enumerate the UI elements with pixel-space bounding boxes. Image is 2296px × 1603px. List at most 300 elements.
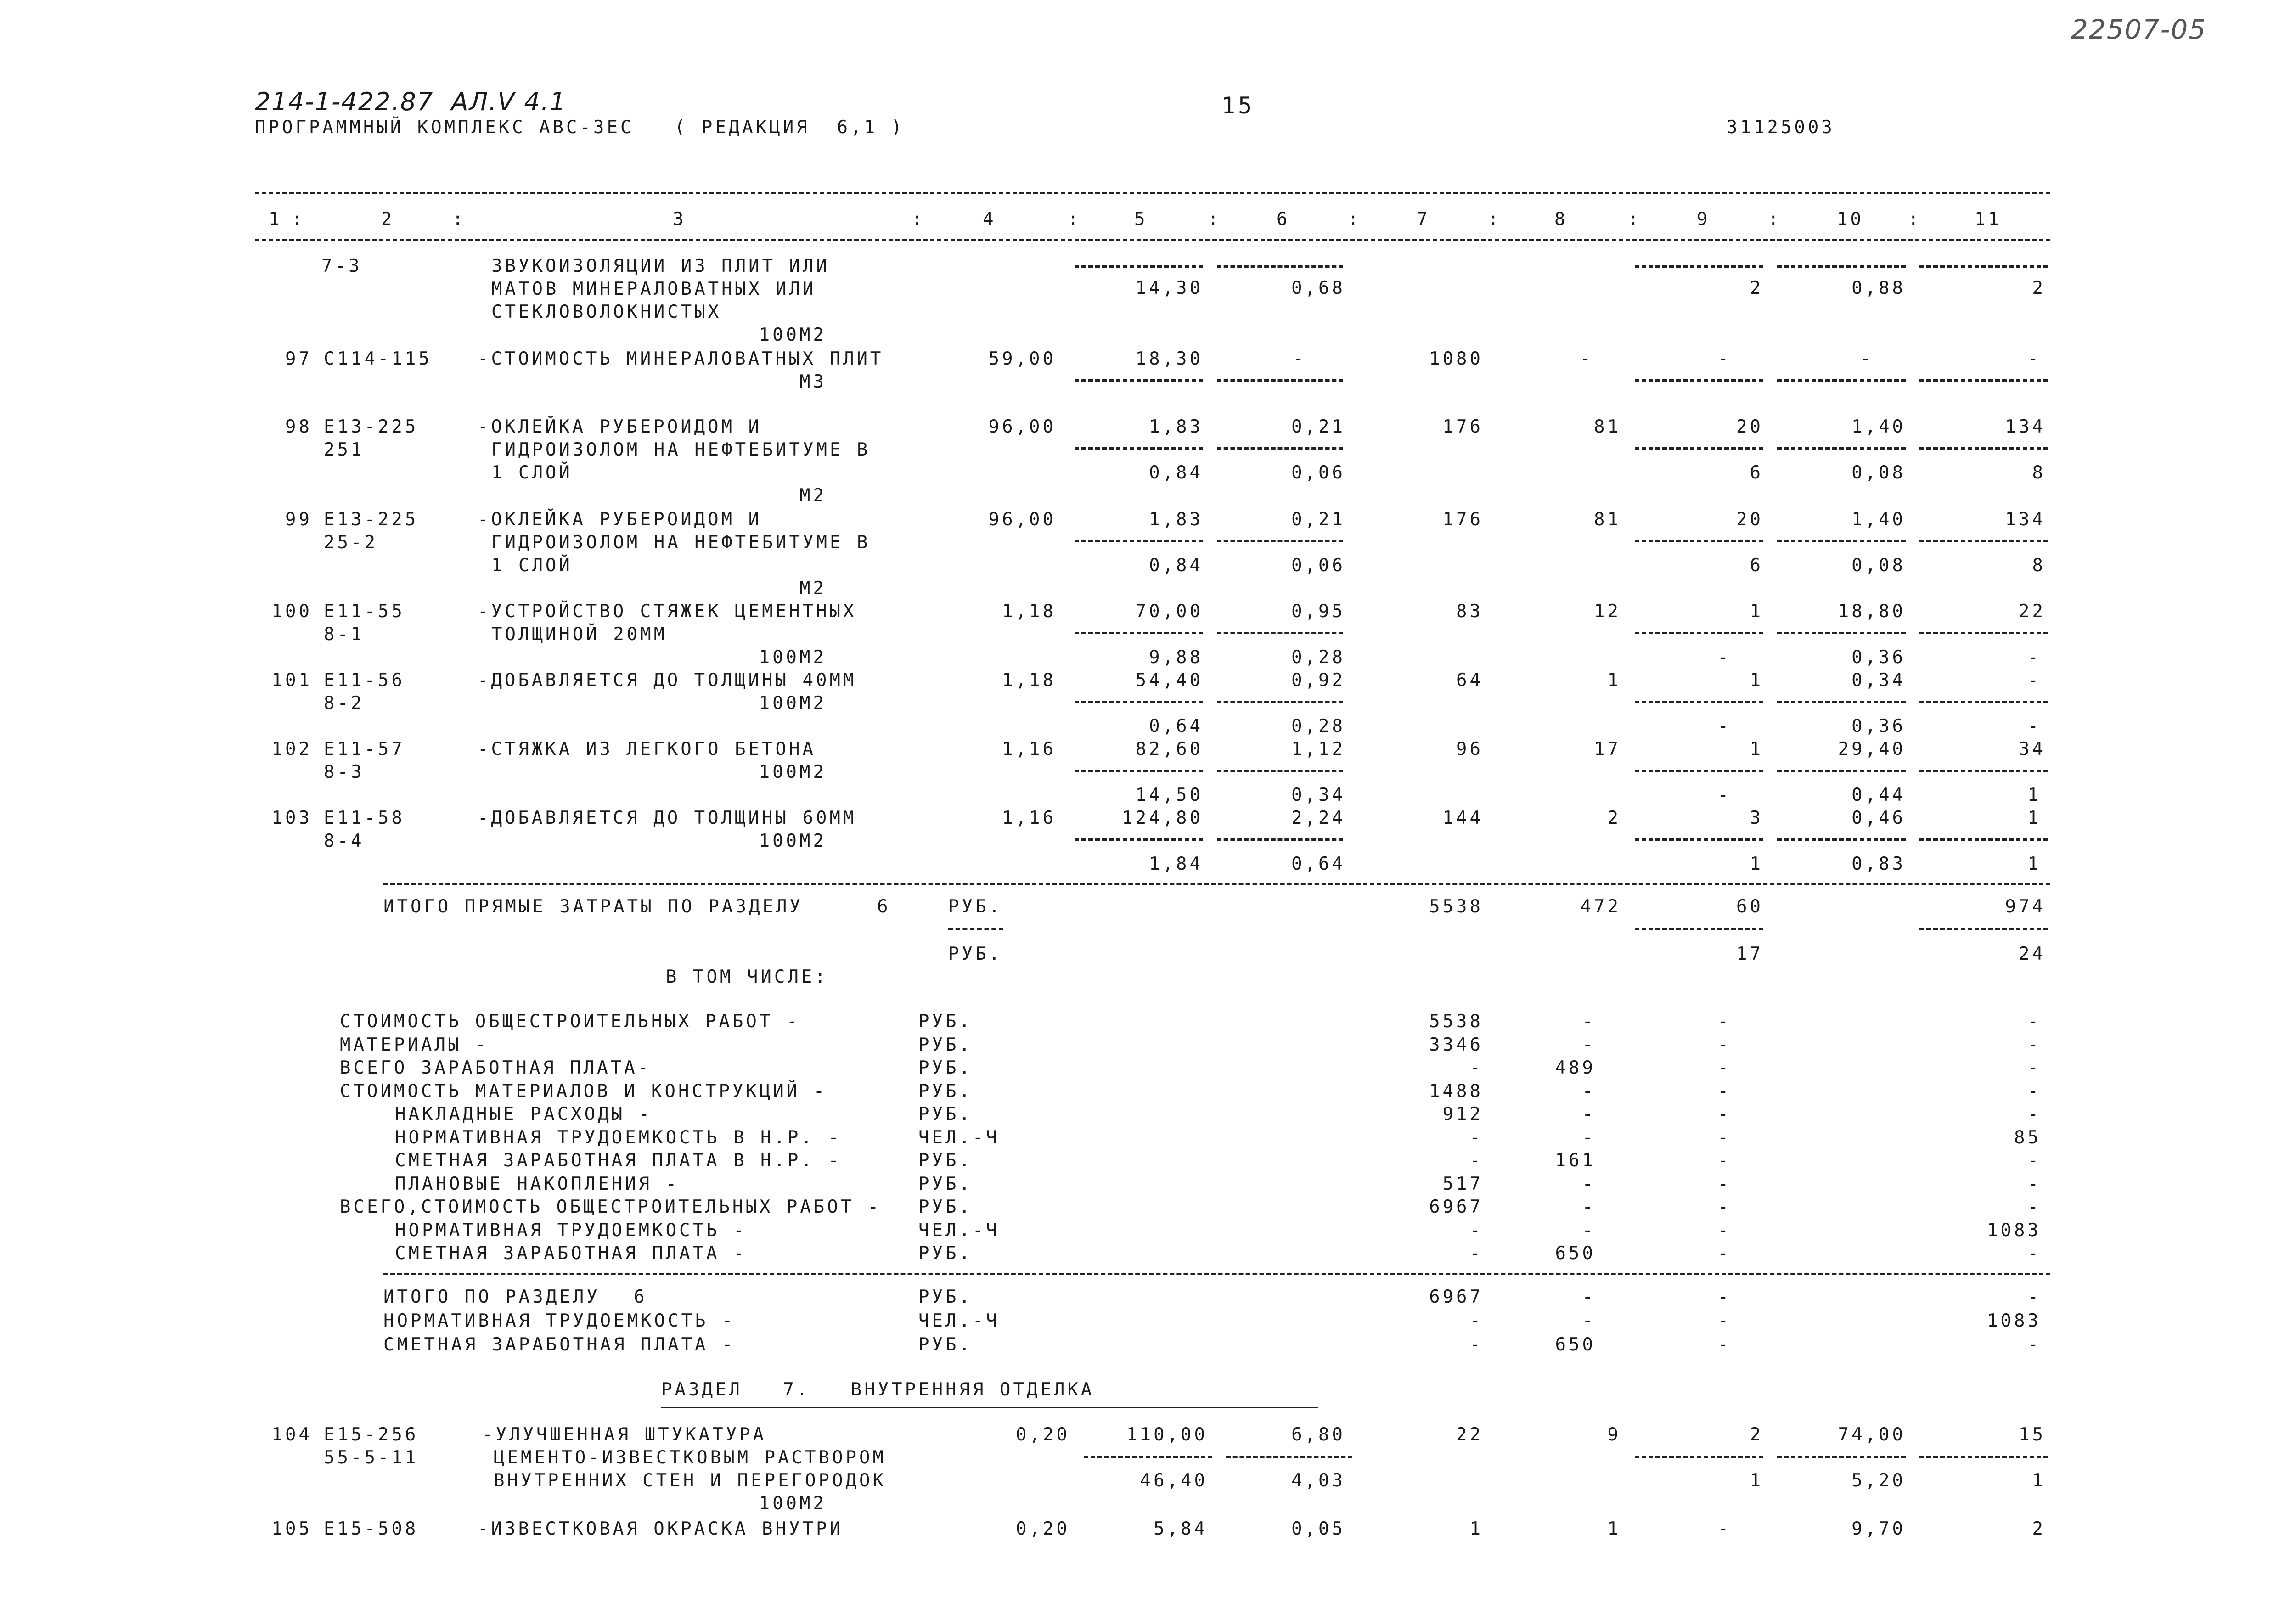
cell-9-sub: - <box>1717 785 1731 805</box>
cell-4: 59,00 <box>988 349 1056 369</box>
row-desc: ЦЕМЕНТО-ИЗВЕСТКОВЫМ РАСТВОРОМ <box>494 1447 886 1468</box>
cell-9-sub: 1 <box>1750 1470 1763 1491</box>
cell-9: - <box>1717 1011 1731 1032</box>
row-code-sub: 8-2 <box>324 693 365 714</box>
cell-9: - <box>1717 1174 1731 1194</box>
cell-11: 15 <box>2019 1424 2046 1445</box>
sub-rule <box>1635 1456 1763 1458</box>
cell-6-sub: 0,34 <box>1291 785 1345 805</box>
cell-7: 96 <box>1456 739 1483 759</box>
breakdown-unit: РУБ. <box>918 1104 973 1125</box>
sub-rule <box>1084 1456 1212 1458</box>
cell-7: 6967 <box>1429 1287 1483 1307</box>
document-number: 31125003 <box>1727 117 1835 138</box>
cell-10: 74,00 <box>1838 1424 1906 1445</box>
cell-9: 1 <box>1750 739 1763 759</box>
cell-4: 0,20 <box>1016 1519 1070 1539</box>
col-header-2: 2 <box>381 209 395 230</box>
cell-4: 1,16 <box>1002 739 1056 759</box>
cell-10: 0,34 <box>1851 670 1906 691</box>
sub-rule <box>1777 838 1906 841</box>
cell-11: - <box>2027 1057 2041 1078</box>
cell-7: 6967 <box>1429 1197 1483 1217</box>
cell-5: 110,00 <box>1126 1424 1208 1445</box>
row-number: 105 <box>271 1519 312 1539</box>
cell-8: 2 <box>1607 808 1621 828</box>
cell-10: 9,70 <box>1851 1519 1906 1539</box>
breakdown-label: ПЛАНОВЫЕ НАКОПЛЕНИЯ - <box>395 1174 680 1194</box>
breakdown-unit: РУБ. <box>918 1150 973 1171</box>
cell-8: 1 <box>1607 1519 1621 1539</box>
header-top-rule <box>255 192 2050 194</box>
cell-8: - <box>1582 1220 1596 1241</box>
sub-rule <box>1635 540 1763 542</box>
col-header-6: 6 <box>1277 209 1290 230</box>
cell-4: 96,00 <box>988 509 1056 530</box>
col-header-3: 3 <box>673 209 687 230</box>
col-header-sep: : <box>1908 209 1922 230</box>
breakdown-label: СМЕТНАЯ ЗАРАБОТНАЯ ПЛАТА - <box>395 1243 747 1264</box>
sub-rule <box>1635 447 1763 450</box>
cell-11-sub: 8 <box>2032 555 2046 576</box>
cell-9: - <box>1717 1057 1731 1078</box>
cell-11: 85 <box>2014 1127 2041 1148</box>
cell-8: 1 <box>1607 670 1621 691</box>
cell-6: 0,92 <box>1291 670 1345 691</box>
cell-8: - <box>1582 1127 1596 1148</box>
row-desc: -ОКЛЕЙКА РУБЕРОИДОМ И <box>478 509 762 530</box>
sub-rule <box>1075 540 1203 542</box>
section-total-label: СМЕТНАЯ ЗАРАБОТНАЯ ПЛАТА - <box>383 1334 736 1355</box>
row-desc: -ОКЛЕЙКА РУБЕРОИДОМ И <box>478 416 762 437</box>
cell-10: 18,80 <box>1838 601 1906 622</box>
cell-11: 24 <box>2019 944 2046 964</box>
row-unit: 100М2 <box>759 762 827 782</box>
row-number: 99 <box>285 509 312 530</box>
breakdown-label: НАКЛАДНЫЕ РАСХОДЫ - <box>395 1104 653 1125</box>
cell-7: 1488 <box>1429 1081 1483 1102</box>
section-total-unit: РУБ. <box>918 1287 973 1307</box>
section-total-unit: РУБ. <box>918 1334 973 1355</box>
cell-9: 20 <box>1736 416 1763 437</box>
cell-5-sub: 0,84 <box>1149 462 1203 483</box>
row-desc: -ДОБАВЛЯЕТСЯ ДО ТОЛЩИНЫ 60ММ <box>478 808 857 828</box>
program-title: ПРОГРАММНЫЙ КОМПЛЕКС АВС-3ЕС ( РЕДАКЦИЯ 6,1 ) <box>255 117 905 138</box>
cell-9-sub: - <box>1717 716 1731 737</box>
breakdown-label: СМЕТНАЯ ЗАРАБОТНАЯ ПЛАТА В Н.Р. - <box>395 1150 842 1171</box>
row-code: Е13-225 <box>324 416 419 437</box>
sub-rule <box>1919 379 2048 382</box>
cell-11-sub: 8 <box>2032 462 2046 483</box>
row-code-sub: 8-3 <box>324 762 365 782</box>
cell-4: 1,18 <box>1002 670 1056 691</box>
cell-9: - <box>1717 1334 1731 1355</box>
cell-10-sub: 0,36 <box>1851 647 1906 668</box>
sub-rule <box>1217 379 1343 382</box>
cell-11-sub: 1 <box>2027 785 2041 805</box>
cell-7: 64 <box>1456 670 1483 691</box>
cell-7: 176 <box>1442 509 1483 530</box>
cell-7: - <box>1469 1311 1483 1331</box>
sub-rule <box>1777 770 1906 772</box>
row-code: Е11-55 <box>324 601 405 622</box>
row-desc: 1 СЛОЙ <box>491 555 573 576</box>
cell-5-sub: 9,88 <box>1149 647 1203 668</box>
row-code-sub: 8-1 <box>324 624 365 645</box>
sub-rule <box>1777 265 1906 268</box>
col-header-11: 11 <box>1975 209 2002 230</box>
breakdown-unit: РУБ. <box>918 1243 973 1264</box>
breakdown-unit: РУБ. <box>918 1011 973 1032</box>
cell-8: 81 <box>1594 509 1621 530</box>
cell-11: 1 <box>2027 808 2041 828</box>
row-number: 100 <box>271 601 312 622</box>
cell-7: 22 <box>1456 1424 1483 1445</box>
col-header-sep: : <box>452 209 466 230</box>
cell-8: - <box>1582 1081 1596 1102</box>
cell-7: - <box>1469 1220 1483 1241</box>
cell-8: 650 <box>1555 1334 1596 1355</box>
row-unit: 100М2 <box>759 693 827 714</box>
cell-9: 60 <box>1736 896 1763 917</box>
cell-11: 134 <box>2005 416 2046 437</box>
cell-9-sub: 1 <box>1750 854 1763 874</box>
breakdown-label: НОРМАТИВНАЯ ТРУДОЕМКОСТЬ - <box>395 1220 747 1241</box>
row-desc: ВНУТРЕННИХ СТЕН И ПЕРЕГОРОДОК <box>494 1470 886 1491</box>
cell-9-sub: 6 <box>1750 462 1763 483</box>
cell-7: - <box>1469 1127 1483 1148</box>
cell-5: 124,80 <box>1122 808 1203 828</box>
cell-8: - <box>1582 1174 1596 1194</box>
cell-9: - <box>1717 1243 1731 1264</box>
cell-5: 82,60 <box>1135 739 1203 759</box>
cell-9: - <box>1717 1150 1731 1171</box>
row-code: Е13-225 <box>324 509 419 530</box>
cell-8: - <box>1582 1311 1596 1331</box>
cell-5: 5,84 <box>1154 1519 1208 1539</box>
row-desc: ГИДРОИЗОЛОМ НА НЕФТЕБИТУМЕ В <box>491 532 871 553</box>
row-code-sub: 8-4 <box>324 831 365 851</box>
cell-6-sub: 0,06 <box>1291 462 1345 483</box>
row-code: Е11-56 <box>324 670 405 691</box>
cell-5: 54,40 <box>1135 670 1203 691</box>
cell-8: 650 <box>1555 1243 1596 1264</box>
cell-6: - <box>1293 349 1306 369</box>
cell-6: 1,12 <box>1291 739 1345 759</box>
row-code: С114-115 <box>324 349 432 369</box>
col-header-sep: : <box>292 209 305 230</box>
totals-rule <box>383 883 2050 885</box>
cell-6-sub: 4,03 <box>1291 1470 1345 1491</box>
row-desc: -УЛУЧШЕННАЯ ШТУКАТУРА <box>482 1424 767 1445</box>
sub-rule <box>1635 632 1763 634</box>
cell-9: - <box>1717 1081 1731 1102</box>
row-unit: 100М2 <box>759 1493 827 1514</box>
col-header-8: 8 <box>1554 209 1568 230</box>
cell-8: 17 <box>1594 739 1621 759</box>
cell-9: - <box>1717 1311 1731 1331</box>
cell-9: 1 <box>1750 601 1763 622</box>
cell-5: 14,30 <box>1135 278 1203 298</box>
sub-rule <box>1635 928 1763 930</box>
row-desc: МАТОВ МИНЕРАЛОВАТНЫХ ИЛИ <box>491 279 816 299</box>
cell-9: - <box>1717 1197 1731 1217</box>
row-unit: М2 <box>799 578 827 599</box>
sub-rule <box>1075 770 1203 772</box>
cell-7: 144 <box>1442 808 1483 828</box>
cell-5-sub: 14,50 <box>1135 785 1203 805</box>
cell-8: - <box>1582 1104 1596 1125</box>
row-desc: ГИДРОИЗОЛОМ НА НЕФТЕБИТУМЕ В <box>491 439 871 460</box>
sub-rule <box>1919 265 2048 268</box>
cell-5: 1,83 <box>1149 416 1203 437</box>
sub-rule <box>1919 1456 2048 1458</box>
cell-5: 70,00 <box>1135 601 1203 622</box>
row-desc: -СТЯЖКА ИЗ ЛЕГКОГО БЕТОНА <box>478 739 816 759</box>
cell-10: 0,46 <box>1851 808 1906 828</box>
sub-rule <box>1777 447 1906 450</box>
including-label: В ТОМ ЧИСЛЕ: <box>666 967 828 987</box>
section-total-rule <box>383 1273 2050 1275</box>
cell-7: - <box>1469 1334 1483 1355</box>
row-code: Е11-57 <box>324 739 405 759</box>
row-desc: 1 СЛОЙ <box>491 462 573 483</box>
cell-8: 472 <box>1580 896 1621 917</box>
sub-rule <box>1919 928 2048 930</box>
sub-rule <box>1635 838 1763 841</box>
row-desc: -СТОИМОСТЬ МИНЕРАЛОВАТНЫХ ПЛИТ <box>478 349 884 369</box>
sub-rule <box>1777 701 1906 703</box>
document-code: 214-1-422.87 АЛ.V 4.1 <box>255 87 567 116</box>
cell-11: 1083 <box>1987 1311 2041 1331</box>
cell-6: 0,05 <box>1291 1519 1345 1539</box>
sub-rule <box>948 928 1003 930</box>
cell-11: - <box>2027 1197 2041 1217</box>
header-bottom-rule <box>255 239 2050 241</box>
row-code: Е15-256 <box>324 1424 419 1445</box>
cell-6: 6,80 <box>1291 1424 1345 1445</box>
row-code-sub: 55-5-11 <box>324 1447 419 1468</box>
cell-6: 0,21 <box>1291 509 1345 530</box>
sub-rule <box>1217 265 1343 268</box>
row-number: 104 <box>271 1424 312 1445</box>
sub-rule <box>1217 838 1343 841</box>
cell-7: 1080 <box>1429 349 1483 369</box>
breakdown-label: СТОИМОСТЬ МАТЕРИАЛОВ И КОНСТРУКЦИЙ - <box>340 1081 827 1102</box>
unit-label: РУБ. <box>948 944 1002 964</box>
cell-4: 96,00 <box>988 416 1056 437</box>
row-number: 97 <box>285 349 312 369</box>
section-total-number: 6 <box>634 1287 647 1307</box>
breakdown-unit: ЧЕЛ.-Ч <box>918 1127 1000 1148</box>
sub-rule <box>1777 379 1906 382</box>
cell-11: - <box>2027 1035 2041 1055</box>
row-desc: -УСТРОЙСТВО СТЯЖЕК ЦЕМЕНТНЫХ <box>478 601 857 622</box>
cell-8: 81 <box>1594 416 1621 437</box>
cell-10-sub: 0,36 <box>1851 716 1906 737</box>
row-desc: -ИЗВЕСТКОВАЯ ОКРАСКА ВНУТРИ <box>478 1519 843 1539</box>
row-number: 102 <box>271 739 312 759</box>
cell-5-sub: 46,40 <box>1140 1470 1208 1491</box>
cell-9: - <box>1717 1127 1731 1148</box>
sub-rule <box>1635 701 1763 703</box>
col-header-10: 10 <box>1837 209 1864 230</box>
row-unit: 100М2 <box>759 325 827 345</box>
cell-11: 2 <box>2032 278 2046 298</box>
row-code-sub: 25-2 <box>324 532 378 553</box>
sub-rule <box>1777 1456 1906 1458</box>
cell-8: - <box>1580 349 1593 369</box>
cell-11: 22 <box>2019 601 2046 622</box>
cell-9: 2 <box>1750 1424 1763 1445</box>
cell-7: 1 <box>1469 1519 1483 1539</box>
row-desc: СТЕКЛОВОЛОКНИСТЫХ <box>491 302 722 322</box>
cell-7: 83 <box>1456 601 1483 622</box>
cell-11: - <box>2027 349 2041 369</box>
cell-11: 1083 <box>1987 1220 2041 1241</box>
breakdown-unit: РУБ. <box>918 1057 973 1078</box>
sub-rule <box>1217 540 1343 542</box>
sub-rule <box>1075 379 1203 382</box>
row-desc: ТОЛЩИНОЙ 20ММ <box>491 624 668 645</box>
cell-4: 1,18 <box>1002 601 1056 622</box>
sub-rule <box>1075 265 1203 268</box>
row-unit: 100М2 <box>759 647 827 668</box>
sub-rule <box>1075 632 1203 634</box>
row-code: Е11-58 <box>324 808 405 828</box>
section-title-underline <box>661 1407 1318 1409</box>
cell-11: - <box>2027 1334 2041 1355</box>
cell-5-sub: 0,64 <box>1149 716 1203 737</box>
row-number: 103 <box>271 808 312 828</box>
col-header-4: 4 <box>983 209 996 230</box>
breakdown-unit: РУБ. <box>918 1035 973 1055</box>
cell-9: 20 <box>1736 509 1763 530</box>
cell-6-sub: 0,06 <box>1291 555 1345 576</box>
col-header-sep: : <box>1208 209 1221 230</box>
page-number: 15 <box>1221 92 1255 119</box>
sub-rule <box>1919 838 2048 841</box>
breakdown-unit: РУБ. <box>918 1081 973 1102</box>
col-header-sep: : <box>1068 209 1081 230</box>
sub-rule <box>1075 447 1203 450</box>
cell-7: - <box>1469 1150 1483 1171</box>
cell-6: 0,68 <box>1291 278 1345 298</box>
sub-rule <box>1777 540 1906 542</box>
col-header-sep: : <box>912 209 925 230</box>
cell-11-sub: 1 <box>2027 854 2041 874</box>
col-header-1: 1 <box>269 209 282 230</box>
cell-9: - <box>1717 1519 1731 1539</box>
cell-10-sub: 0,08 <box>1851 555 1906 576</box>
cell-11-sub: 1 <box>2032 1470 2046 1491</box>
cell-7: 5538 <box>1429 896 1483 917</box>
sub-rule <box>1217 447 1343 450</box>
sub-rule <box>1217 632 1343 634</box>
col-header-sep: : <box>1768 209 1782 230</box>
cell-5: 18,30 <box>1135 349 1203 369</box>
cell-9-sub: - <box>1717 647 1731 668</box>
row-desc: ЗВУКОИЗОЛЯЦИИ ИЗ ПЛИТ ИЛИ <box>491 256 830 276</box>
sub-rule <box>1635 265 1763 268</box>
cell-8: 161 <box>1555 1150 1596 1171</box>
row-code: 7-3 <box>321 256 362 276</box>
row-code-sub: 251 <box>324 439 365 460</box>
cell-6-sub: 0,28 <box>1291 716 1345 737</box>
cell-10: - <box>1860 349 1874 369</box>
row-number: 98 <box>285 416 312 437</box>
col-header-sep: : <box>1488 209 1502 230</box>
cell-10-sub: 0,44 <box>1851 785 1906 805</box>
cell-7: - <box>1469 1057 1483 1078</box>
breakdown-unit: РУБ. <box>918 1174 973 1194</box>
cell-10: 1,40 <box>1851 416 1906 437</box>
sub-rule <box>1919 632 2048 634</box>
section-title: РАЗДЕЛ 7. ВНУТРЕННЯЯ ОТДЕЛКА <box>661 1379 1095 1400</box>
cell-9: 2 <box>1750 278 1763 298</box>
row-number: 101 <box>271 670 312 691</box>
cell-4: 0,20 <box>1016 1424 1070 1445</box>
cell-6-sub: 0,64 <box>1291 854 1345 874</box>
section-number: 6 <box>877 896 891 917</box>
sub-rule <box>1217 701 1343 703</box>
cell-7: 5538 <box>1429 1011 1483 1032</box>
direct-costs-label: ИТОГО ПРЯМЫЕ ЗАТРАТЫ ПО РАЗДЕЛУ <box>383 896 803 917</box>
section-total-label: НОРМАТИВНАЯ ТРУДОЕМКОСТЬ - <box>383 1311 736 1331</box>
cell-11: 974 <box>2005 896 2046 917</box>
handwritten-stamp: 22507-05 <box>2071 14 2207 45</box>
cell-9: - <box>1717 1220 1731 1241</box>
col-header-sep: : <box>1628 209 1642 230</box>
sub-rule <box>1075 838 1203 841</box>
row-unit: М3 <box>799 371 827 392</box>
breakdown-label: ВСЕГО,СТОИМОСТЬ ОБЩЕСТРОИТЕЛЬНЫХ РАБОТ - <box>340 1197 882 1217</box>
cell-11: - <box>2027 1081 2041 1102</box>
cell-9: - <box>1717 1035 1731 1055</box>
cell-11: 134 <box>2005 509 2046 530</box>
cell-6-sub: 0,28 <box>1291 647 1345 668</box>
row-code: Е15-508 <box>324 1519 419 1539</box>
cell-7: - <box>1469 1243 1483 1264</box>
cell-5-sub: 1,84 <box>1149 854 1203 874</box>
breakdown-unit: РУБ. <box>918 1197 973 1217</box>
sub-rule <box>1919 770 2048 772</box>
cell-6: 0,21 <box>1291 416 1345 437</box>
breakdown-label: НОРМАТИВНАЯ ТРУДОЕМКОСТЬ В Н.Р. - <box>395 1127 842 1148</box>
cell-10: 0,88 <box>1851 278 1906 298</box>
cell-11: 34 <box>2019 739 2046 759</box>
cell-6: 0,95 <box>1291 601 1345 622</box>
breakdown-label: ВСЕГО ЗАРАБОТНАЯ ПЛАТА- <box>340 1057 652 1078</box>
sub-rule <box>1217 770 1343 772</box>
cell-7: 176 <box>1442 416 1483 437</box>
cell-5: 1,83 <box>1149 509 1203 530</box>
sub-rule <box>1919 447 2048 450</box>
cell-8: - <box>1582 1287 1596 1307</box>
cell-9: 3 <box>1750 808 1763 828</box>
cell-5-sub: 0,84 <box>1149 555 1203 576</box>
sub-rule <box>1635 379 1763 382</box>
col-header-9: 9 <box>1697 209 1711 230</box>
cell-10: 1,40 <box>1851 509 1906 530</box>
cell-10: 29,40 <box>1838 739 1906 759</box>
cell-6: 2,24 <box>1291 808 1345 828</box>
cell-11: - <box>2027 1287 2041 1307</box>
section-total-unit: ЧЕЛ.-Ч <box>918 1311 1000 1331</box>
sub-rule <box>1635 770 1763 772</box>
cell-8: - <box>1582 1035 1596 1055</box>
cell-8: 9 <box>1607 1424 1621 1445</box>
